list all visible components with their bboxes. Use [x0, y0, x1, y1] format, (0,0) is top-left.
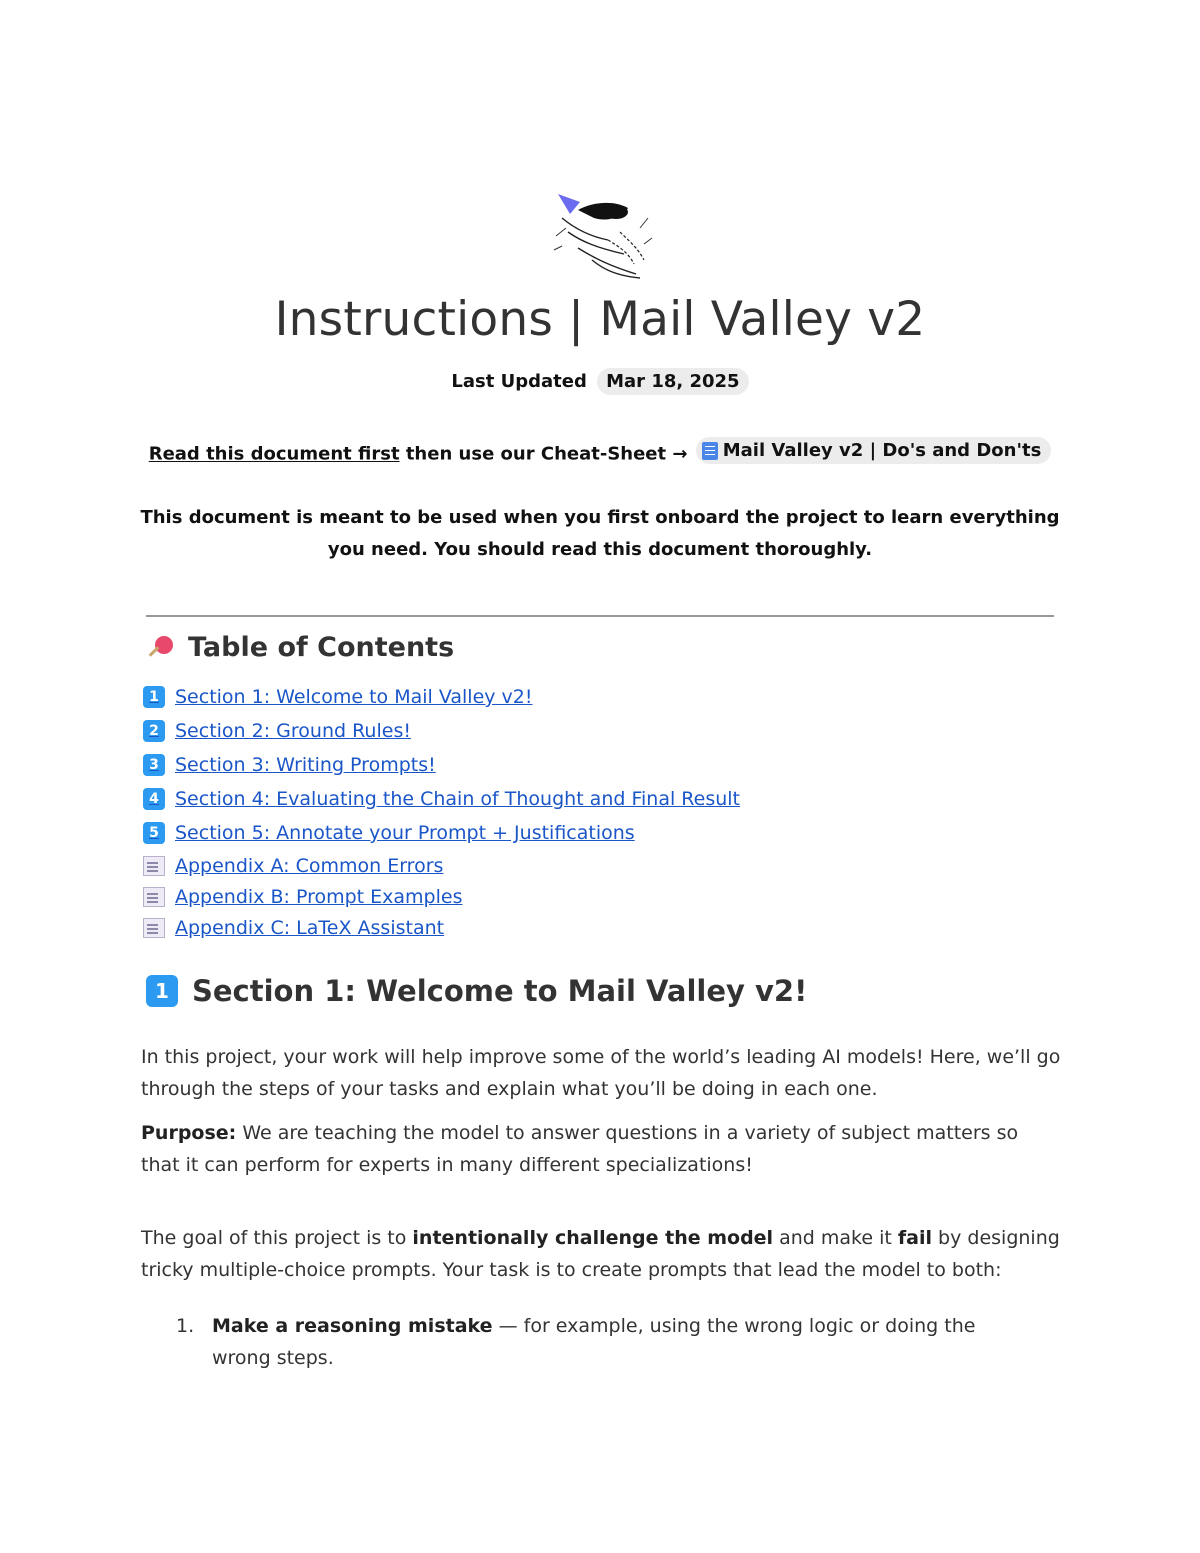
keycap-3-icon: 3: [143, 754, 165, 776]
toc-link-label: Section 3: Writing Prompts!: [175, 754, 436, 776]
cheat-sheet-chip[interactable]: [696, 437, 1052, 464]
toc-link-section-1[interactable]: [143, 680, 740, 714]
toc-link-section-5[interactable]: [143, 816, 740, 850]
goal-emphasis-fail: fail: [897, 1227, 933, 1249]
toc-link-appendix-b[interactable]: [143, 881, 740, 912]
page-title: Instructions | Mail Valley v2: [274, 292, 926, 347]
keycap-1-icon: 1: [143, 686, 165, 708]
purpose-text: We are teaching the model to answer questions in a variety of subject matters so that it can perform for experts in many different specializations!: [141, 1122, 1019, 1176]
list-marker: 1.: [176, 1315, 195, 1337]
toc-link-section-3[interactable]: [143, 748, 740, 782]
section-1-paragraph-1: In this project, your work will help improve some of the world’s leading AI models! Here, we’ll go through the steps of your tasks and explain what you’ll be doing in each one.: [141, 1046, 1061, 1100]
table-of-contents: [143, 680, 740, 943]
toc-link-label: Appendix C: LaTeX Assistant: [175, 916, 445, 939]
keycap-2-icon: 2: [143, 720, 165, 742]
toc-link-label: Section 1: Welcome to Mail Valley v2!: [175, 686, 533, 708]
read-first-link[interactable]: Read this document first: [148, 443, 400, 465]
last-updated: [0, 368, 1200, 395]
toc-link-section-4[interactable]: [143, 782, 740, 816]
list-item: [176, 1310, 1036, 1374]
last-updated-label: Last Updated: [451, 371, 587, 392]
section-1-heading-text: Section 1: Welcome to Mail Valley v2!: [192, 974, 808, 1008]
goal-text-e: by designing tricky multiple-choice prompts. Your task is to create prompts that lead the model to both:: [141, 1227, 1060, 1281]
horizontal-divider: [146, 615, 1054, 617]
toc-link-appendix-c[interactable]: [143, 912, 740, 943]
notepad-icon: [143, 887, 165, 907]
toc-heading: [146, 632, 454, 663]
goal-paragraph: [141, 1222, 1061, 1286]
toc-heading-text: Table of Contents: [188, 632, 455, 663]
notepad-icon: [143, 918, 165, 938]
goal-list: [176, 1310, 1036, 1374]
list-item-rest: — for example, using the wrong logic or doing the wrong steps.: [212, 1315, 976, 1369]
intro-paragraph: This document is meant to be used when you first onboard the project to learn everything you need. You should read this document thoroughly.: [140, 507, 1060, 560]
read-first-line: [0, 437, 1200, 465]
toc-link-label: Section 4: Evaluating the Chain of Thought and Final Result: [175, 788, 740, 810]
toc-link-label: Section 2: Ground Rules!: [175, 720, 411, 742]
purpose-paragraph: [141, 1117, 1061, 1181]
read-first-text: then use our Cheat-Sheet →: [399, 443, 688, 465]
list-item-bold: Make a reasoning mistake: [212, 1315, 493, 1337]
toc-link-appendix-a[interactable]: [143, 850, 740, 881]
list-item-text: [212, 1310, 1036, 1374]
purpose-label: Purpose:: [141, 1122, 237, 1144]
pushpin-icon: [146, 634, 174, 662]
keycap-4-icon: 4: [143, 788, 165, 810]
illustration-logo: [548, 188, 658, 282]
goal-text-a: The goal of this project is to: [141, 1227, 413, 1249]
keycap-5-icon: 5: [143, 822, 165, 844]
keycap-1-icon: 1: [146, 975, 178, 1007]
goal-text-c: and make it: [773, 1227, 898, 1249]
cheat-sheet-label: Mail Valley v2 | Do's and Don'ts: [722, 440, 1042, 461]
section-1-heading: [146, 974, 807, 1008]
toc-link-label: Appendix A: Common Errors: [175, 854, 444, 877]
date-chip[interactable]: Mar 18, 2025: [597, 368, 748, 395]
notepad-icon: [143, 856, 165, 876]
toc-link-label: Section 5: Annotate your Prompt + Justifications: [175, 822, 635, 844]
toc-link-label: Appendix B: Prompt Examples: [175, 885, 463, 908]
google-doc-icon: [702, 442, 718, 460]
goal-emphasis-challenge: intentionally challenge the model: [412, 1227, 774, 1249]
toc-link-section-2[interactable]: [143, 714, 740, 748]
